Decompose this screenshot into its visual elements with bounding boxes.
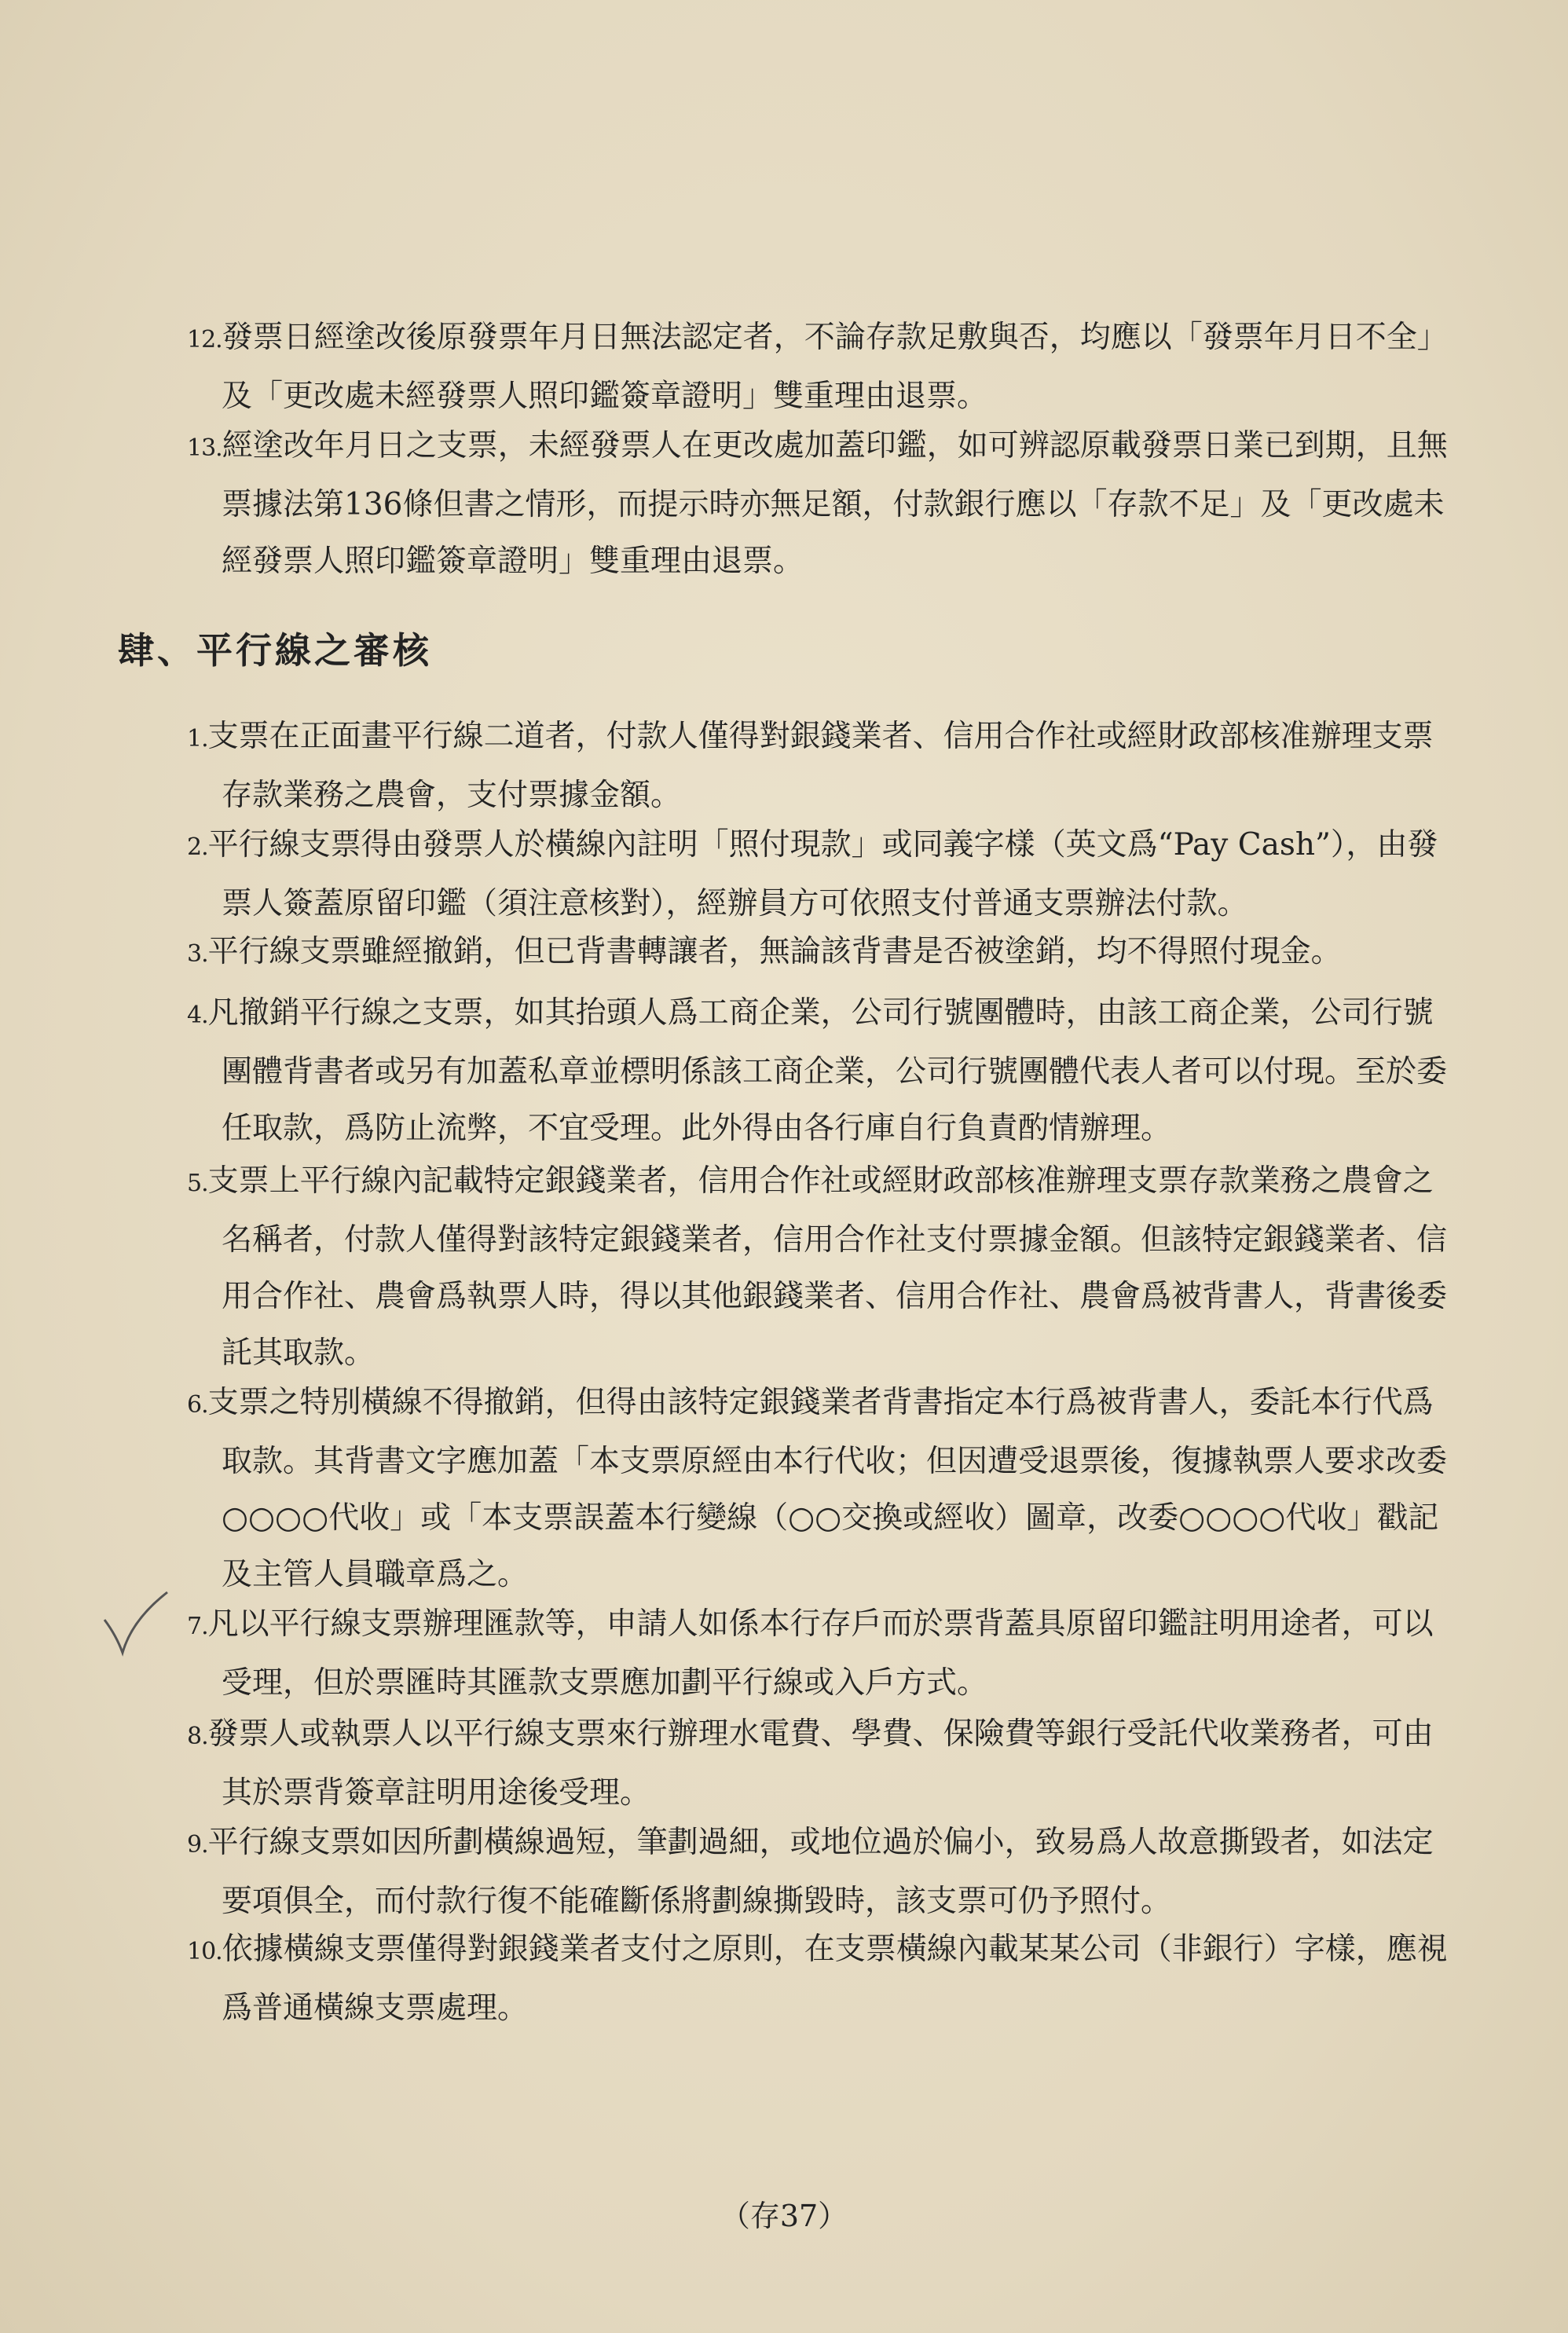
page-number: （存37） bbox=[720, 2199, 848, 2233]
section-item-1: 1.支票在正面畫平行線二道者，付款人僅得對銀錢業者、信用合作社或經財政部核准辦理支票存款業務之農會，支付票據金額。 bbox=[187, 719, 1434, 813]
check-mark-icon bbox=[101, 1588, 171, 1659]
section-item-10: 10.依據橫線支票僅得對銀錢業者支付之原則，在支票橫線內載某某公司（非銀行）字樣，應視爲普通橫線支票處理。 bbox=[187, 1932, 1448, 2026]
section-item-7: 7.凡以平行線支票辦理匯款等，申請人如係本行存戶而於票背蓋具原留印鑑註明用途者，可以受理，但於票匯時其匯款支票應加劃平行線或入戶方式。 bbox=[187, 1606, 1434, 1701]
section-item-2: 2.平行線支票得由發票人於橫線內註明「照付現款」或同義字樣（英文爲“Pay Cash”），由發票人簽蓋原留印鑑（須注意核對），經辦員方可依照支付普通支票辦法付款。 bbox=[187, 827, 1438, 921]
section-item-9: 9.平行線支票如因所劃橫線過短，筆劃過細，或地位過於偏小，致易爲人故意撕毀者，如法定要項俱全，而付款行復不能確斷係將劃線撕毀時，該支票可仍予照付。 bbox=[187, 1825, 1434, 1919]
section-item-8: 8.發票人或執票人以平行線支票來行辦理水電費、學費、保險費等銀行受託代收業務者，可由其於票背簽章註明用途後受理。 bbox=[187, 1716, 1434, 1811]
section-item-6: 6.支票之特別橫線不得撤銷，但得由該特定銀錢業者背書指定本行爲被背書人，委託本行代爲取款。其背書文字應加蓋「本支票原經由本行代收；但因遭受退票後，復據執票人要求改委○○○○代收」或「本支票誤蓋本行變線（○○交換或經收）圖章，改委○○○○代收」戳記及主管人員職章爲之。 bbox=[187, 1385, 1448, 1592]
list-item-12: 12.發票日經塗改後原發票年月日無法認定者，不論存款足敷與否，均應以「發票年月日不全」及「更改處未經發票人照印鑑簽章證明」雙重理由退票。 bbox=[187, 320, 1448, 414]
section-item-4: 4.凡撤銷平行線之支票，如其抬頭人爲工商企業，公司行號團體時，由該工商企業，公司行號團體背書者或另有加蓋私章並標明係該工商企業，公司行號團體代表人者可以付現。至於委任取款，爲防止流弊，不宜受理。此外得由各行庫自行負責酌情辦理。 bbox=[187, 995, 1448, 1146]
section-heading: 肆、平行線之審核 bbox=[118, 629, 432, 672]
section-item-5: 5.支票上平行線內記載特定銀錢業者，信用合作社或經財政部核准辦理支票存款業務之農會之名稱者，付款人僅得對該特定銀錢業者，信用合作社支付票據金額。但該特定銀錢業者、信用合作社、農會爲執票人時，得以其他銀錢業者、信用合作社、農會爲被背書人，背書後委託其取款。 bbox=[187, 1163, 1448, 1371]
section-item-3: 3.平行線支票雖經撤銷，但已背書轉讓者，無論該背書是否被塗銷，均不得照付現金。 bbox=[187, 934, 1342, 969]
list-item-13: 13.經塗改年月日之支票，未經發票人在更改處加蓋印鑑，如可辨認原載發票日業已到期，且無票據法第136條但書之情形，而提示時亦無足額，付款銀行應以「存款不足」及「更改處未經發票人照印鑑簽章證明」雙重理由退票。 bbox=[187, 428, 1448, 579]
